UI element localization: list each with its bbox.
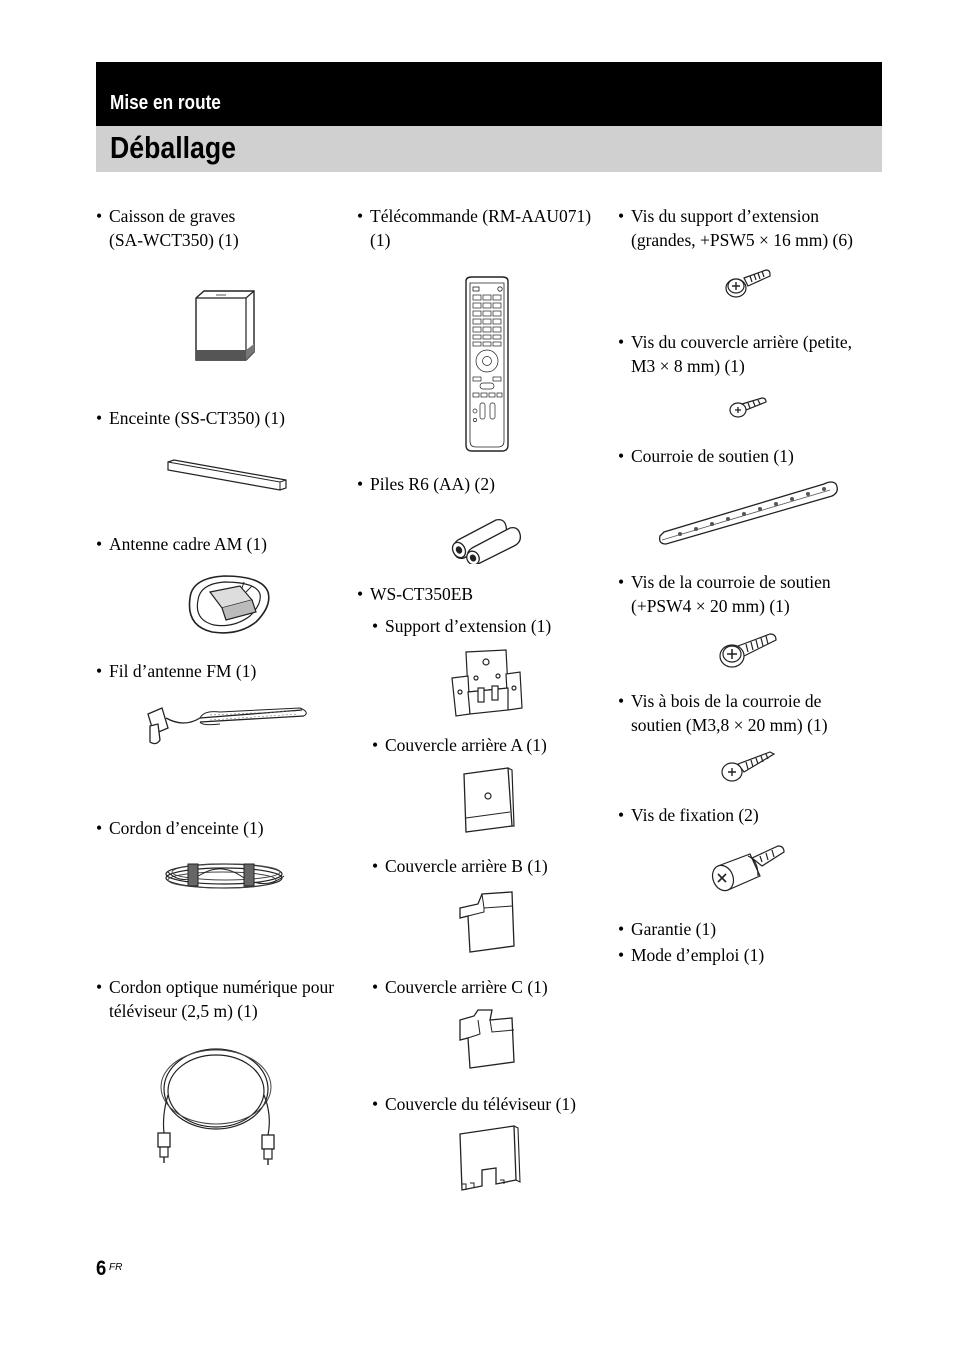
page-language: FR (109, 1262, 123, 1273)
item-manual: • Mode d’emploi (1) (618, 943, 764, 967)
am-antenna-illustration (182, 570, 274, 638)
extension-bracket-illustration (448, 648, 524, 718)
item-strap-screw: • Vis de la courroie de soutien (+PSW4 × 20 mm) (1) (618, 570, 831, 618)
item-strap-wood-screw: • Vis à bois de la courroie de soutien (M3,8 × 20 mm) (1) (618, 689, 828, 737)
strap-screw-illustration (718, 630, 778, 670)
rear-cover-a-illustration (460, 766, 516, 836)
speaker-cord-illustration (162, 854, 292, 896)
optical-cord-illustration (154, 1045, 278, 1167)
batteries-illustration (450, 514, 526, 564)
item-speaker-cord: • Cordon d’enceinte (1) (96, 816, 264, 840)
remote-control-illustration (462, 275, 512, 453)
item-rear-cover-b: • Couvercle arrière B (1) (372, 854, 548, 878)
item-ws-ct350eb: • WS-CT350EB (357, 582, 473, 606)
item-batteries: • Piles R6 (AA) (2) (357, 472, 495, 496)
item-fixing-screws: • Vis de fixation (2) (618, 803, 759, 827)
page-number: 6 (96, 1257, 107, 1280)
item-support-strap: • Courroie de soutien (1) (618, 444, 794, 468)
rear-cover-screw-illustration (728, 394, 768, 420)
item-fm-antenna: • Fil d’antenne FM (1) (96, 659, 256, 683)
subwoofer-illustration (192, 288, 258, 366)
item-subwoofer: • Caisson de graves (SA-WCT350) (1) (96, 204, 239, 252)
section-header (96, 62, 882, 126)
fixing-screw-illustration (708, 840, 786, 896)
item-rear-cover-c: • Couvercle arrière C (1) (372, 975, 548, 999)
item-extension-bracket: • Support d’extension (1) (372, 614, 551, 638)
title-bar (96, 126, 882, 172)
page-title: Déballage (110, 130, 236, 165)
item-speaker: • Enceinte (SS-CT350) (1) (96, 406, 285, 430)
item-warranty: • Garantie (1) (618, 917, 716, 941)
item-rear-cover-screw: • Vis du couvercle arrière (petite, M3 × 8 mm) (1) (618, 330, 852, 378)
rear-cover-b-illustration (456, 890, 518, 956)
tv-cover-illustration (456, 1124, 522, 1196)
fm-antenna-illustration (140, 700, 312, 748)
item-remote: • Télécommande (RM-AAU071) (1) (357, 204, 591, 252)
wood-screw-illustration (720, 748, 776, 784)
item-am-antenna: • Antenne cadre AM (1) (96, 532, 267, 556)
support-strap-illustration (656, 478, 842, 548)
item-rear-cover-a: • Couvercle arrière A (1) (372, 733, 547, 757)
rear-cover-c-illustration (456, 1008, 518, 1072)
section-title: Mise en route (110, 92, 221, 114)
speaker-bar-illustration (166, 458, 288, 492)
item-optical-cord: • Cordon optique numérique pour téléviseur (2,5 m) (1) (96, 975, 334, 1023)
bracket-screw-illustration (724, 264, 772, 300)
item-tv-cover: • Couvercle du téléviseur (1) (372, 1092, 576, 1116)
item-bracket-screws: • Vis du support d’extension (grandes, +PSW5 × 16 mm) (6) (618, 204, 853, 252)
